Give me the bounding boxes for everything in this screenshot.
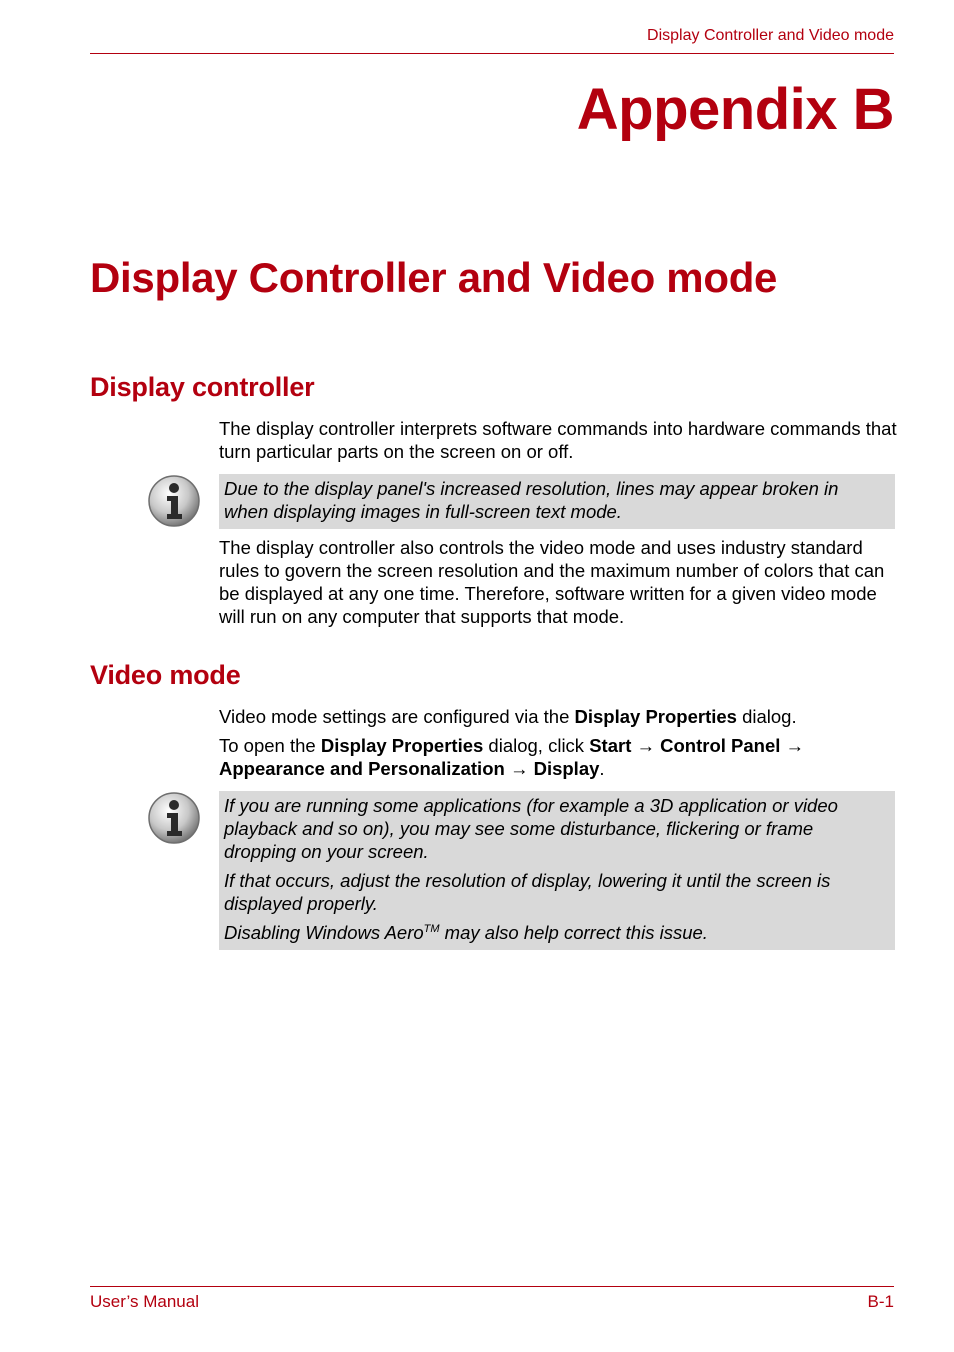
chapter-title: Display Controller and Video mode [90, 254, 778, 301]
text-run: Disabling Windows Aero [224, 922, 424, 943]
note-text-2: If that occurs, adjust the resolution of display, lowering it until the screen is displayed properly. [224, 870, 831, 914]
section-heading-video-mode: Video mode [90, 660, 241, 690]
display-controller-intro: The display controller interprets software commands into hardware commands that turn particular parts on the screen on or off. [219, 418, 897, 462]
video-mode-paragraph-2 [219, 734, 899, 780]
appendix-title: Appendix B [576, 77, 894, 142]
trademark-superscript: TM [423, 922, 440, 935]
text-run: dialog. [736, 706, 797, 727]
text-run: Video mode settings are configured via the [219, 706, 575, 727]
arrow-separator: → [631, 735, 661, 756]
header-divider [90, 53, 894, 54]
ui-term-display-properties: Display Properties [574, 706, 737, 727]
ui-term-appearance-personalization: Appearance and Personalization [219, 758, 505, 779]
note-box-display-panel [219, 474, 895, 529]
text-run: dialog, click [483, 735, 590, 756]
ui-term-control-panel: Control Panel [660, 735, 781, 756]
text-run: may also help correct this issue. [439, 922, 708, 943]
text-run: . [599, 758, 605, 779]
footer-divider [90, 1286, 894, 1287]
note-text-1: If you are running some applications (for example a 3D application or video playback and so on), you may see some disturbance, flickering or frame dropping on your screen. [224, 795, 838, 862]
arrow-separator: → [504, 758, 534, 779]
text-run: To open the [219, 735, 321, 756]
info-icon [147, 474, 201, 528]
page-number: B-1 [867, 1292, 894, 1311]
note-text-3 [224, 921, 887, 944]
ui-term-start: Start [589, 735, 632, 756]
display-controller-body: The display controller also controls the video mode and uses industry standard rules to govern the screen resolution and the maximum number of colors that can be displayed at any one time. Therefore, software written for a given video mode will run on any computer that supports that mode. [219, 537, 885, 627]
note-text: Due to the display panel's increased resolution, lines may appear broken in when displaying images in full-screen text mode. [224, 478, 839, 522]
footer-manual-label: User’s Manual [90, 1292, 199, 1311]
running-header: Display Controller and Video mode [647, 27, 894, 44]
info-icon [147, 791, 201, 845]
ui-term-display-properties: Display Properties [320, 735, 484, 756]
ui-term-display: Display [533, 758, 600, 779]
section-heading-display-controller: Display controller [90, 372, 315, 402]
video-mode-paragraph-1 [219, 705, 899, 728]
note-box-video-issues [219, 791, 895, 950]
arrow-separator: → [780, 735, 805, 756]
